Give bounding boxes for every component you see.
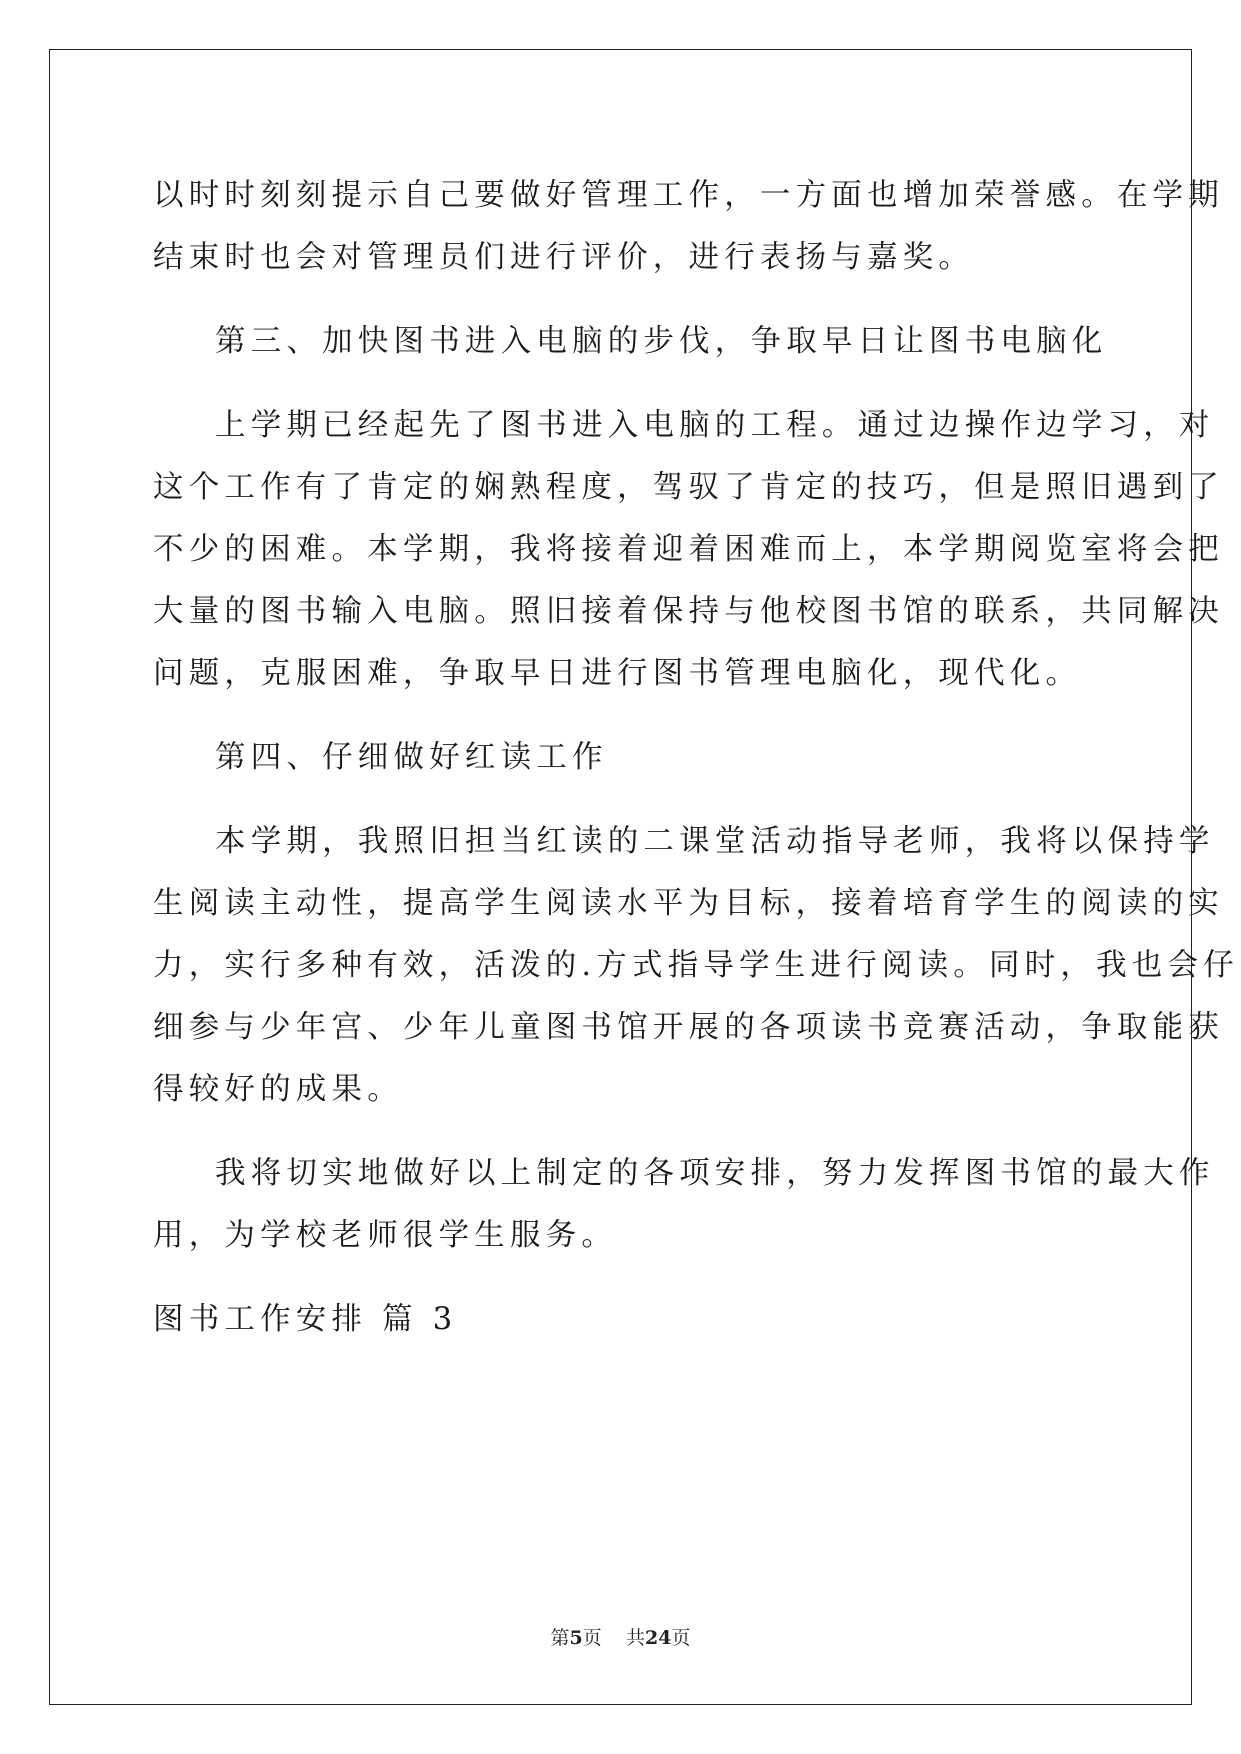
text-line: 用，为学校老师很学生服务。 [153, 1218, 618, 1253]
paragraph [153, 1143, 1215, 1267]
text-line: 第四、仔细做好红读工作 [215, 740, 608, 775]
paragraph [153, 395, 1224, 705]
section-heading-4 [153, 727, 1088, 789]
text-line: 结束时也会对管理员们进行评价，进行表扬与嘉奖。 [153, 240, 975, 275]
article-heading: 图书工作安排 篇 3 [153, 1302, 458, 1337]
text-line: 生阅读主动性，提高学生阅读水平为目标，接着培育学生的阅读的实 [153, 886, 1224, 921]
text-line: 我将切实地做好以上制定的各项安排，努力发挥图书馆的最大作 [215, 1156, 1215, 1191]
paragraph [153, 165, 1224, 289]
text-line: 力，实行多种有效，活泼的.方式指导学生进行阅读。同时，我也会仔 [153, 948, 1239, 983]
text-line: 得较好的成果。 [153, 1072, 403, 1107]
text-line: 大量的图书输入电脑。照旧接着保持与他校图书馆的联系，共同解决 [153, 594, 1224, 629]
total-pages: 24 [644, 1627, 672, 1649]
total-suffix: 页 [671, 1627, 691, 1649]
text-line: 问题，克服困难，争取早日进行图书管理电脑化，现代化。 [153, 656, 1082, 691]
text-line: 本学期，我照旧担当红读的二课堂活动指导老师，我将以保持学 [215, 824, 1215, 859]
page-footer [0, 1623, 1241, 1650]
page-suffix: 页 [582, 1627, 602, 1649]
text-line: 这个工作有了肯定的娴熟程度，驾驭了肯定的技巧，但是照旧遇到了 [153, 470, 1224, 505]
text-line: 细参与少年宫、少年儿童图书馆开展的各项读书竞赛活动，争取能获 [153, 1010, 1224, 1045]
total-prefix: 共 [625, 1627, 645, 1649]
document-body [153, 165, 1239, 1351]
text-line: 第三、加快图书进入电脑的步伐，争取早日让图书电脑化 [215, 324, 1108, 359]
text-line: 以时时刻刻提示自己要做好管理工作，一方面也增加荣誉感。在学期 [153, 178, 1224, 213]
page-number: 5 [569, 1627, 583, 1649]
section-heading-3 [153, 311, 1108, 373]
page-prefix: 第 [550, 1627, 570, 1649]
text-line: 上学期已经起先了图书进入电脑的工程。通过边操作边学习，对 [215, 408, 1215, 443]
text-line: 不少的困难。本学期，我将接着迎着困难而上，本学期阅览室将会把 [153, 532, 1224, 567]
paragraph [153, 811, 1239, 1121]
